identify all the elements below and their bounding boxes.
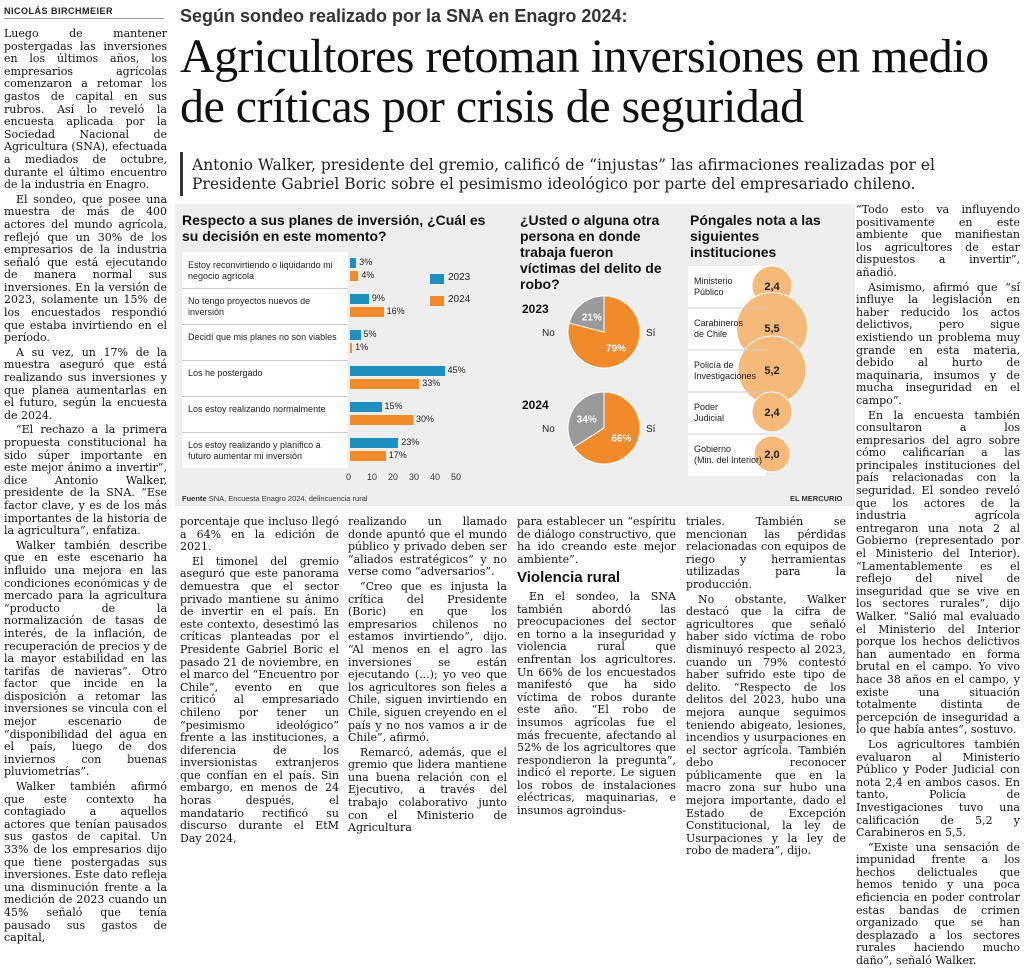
bar-value-label: 5% (363, 329, 377, 339)
bar-value-label: 1% (355, 342, 369, 352)
section-heading: Violencia rural (517, 569, 621, 587)
x-tick-label: 20 (388, 472, 399, 482)
column-3 (348, 515, 507, 835)
paragraph: Walker también describe que en este escenario ha influido una mejora en las condiciones económicas y de mercado para la agricultura “producto de la normalización de tasas de interés, de la inflación, de recuperación de precios y de la mayor estabilidad en las tarifas de navieras”. Otro factor que incide en la disposición a retomar las inversiones se vincula con el mejor escenario de “disponibilidad del agua en el país, luego de dos inviernos con buenas pluviometrías”. (4, 538, 167, 779)
paragraph: realizando un llamado donde apuntó que el mundo público y privado deben ser “aliados estratégicos” y no verse como “adversarios”. (348, 515, 507, 579)
institutions-title: Póngales nota a las siguientes instituciones (690, 212, 821, 260)
kicker: Según sondeo realizado por la SNA en Enagro 2024: (180, 6, 628, 26)
paragraph: A su vez, un 17% de la muestra aseguró que está realizando sus inversiones y que planea aumentarlas en el futuro, según la encuesta de 2024. (4, 345, 167, 422)
bar-2024-2 (350, 343, 352, 353)
brand: EL MERCURIO (790, 494, 843, 503)
pie-slice-label: 66% (611, 433, 632, 445)
bar-2023-2 (350, 330, 361, 340)
bar-category-label: Los he postergado (188, 368, 263, 378)
pie-slice-label: 34% (576, 414, 597, 426)
column-4 (517, 515, 676, 818)
grade-value: 5,2 (764, 365, 780, 377)
x-tick-label: 50 (451, 472, 462, 482)
bar-chart (182, 252, 512, 482)
paragraph: “El rechazo a la primera propuesta constitucional ha sido súper importante en este mejor ánimo a invertir”, dice Antonio Walker, presidente de la SNA. “Ese factor clave, y es de los más importantes de la historia de la agricultura”, enfatiza. (4, 423, 167, 538)
bar-value-label: 30% (416, 414, 435, 424)
bar-2024-3 (350, 379, 419, 389)
bar-2024-0 (350, 271, 358, 281)
row-divider (182, 324, 348, 325)
paragraph: El timonel del gremio aseguró que este panorama demuestra que el sector privado mantiene su ánimo de invertir en el país. En este contexto, desestimó las críticas planteadas por el Presidente Gabriel Boric el pasado 21 de noviembre, en el marco del “Encuentro por Chile”, evento en que criticó al empresariado chileno por tener un “pesimismo ideológico” frente a las instituciones, a diferencia de los inversionistas extranjeros que confían en el país. Sin embargo, en menos de 24 horas después, el mandatario rectificó su discurso durante el EtM Day 2024, (180, 554, 339, 845)
bar-value-label: 33% (422, 378, 441, 388)
paragraph: No obstante, Walker destacó que la cifra de agricultores que señaló haber sido víctima de robo disminuyó respecto al 2023, cuando un 79% contestó haber sufrido este tipo de delito. “Respecto de los delitos del 2023, hubo una mejora aunque seguimos teniendo abigeato, lesiones, incendios y usurpaciones en el sector agrícola. También debo reconocer públicamente que en la macro zona sur hubo una mejora importante, dado el Estado de Excepción Constitucional, la ley de Usurpaciones y la ley de robo de madera”, dijo. (686, 592, 846, 858)
bar-value-label: 3% (359, 257, 373, 267)
deck-bar (180, 152, 183, 196)
bar-value-label: 45% (447, 365, 466, 375)
bar-value-label: 16% (386, 306, 405, 316)
grade-value: 2,4 (764, 281, 780, 293)
pie-charts (520, 300, 680, 500)
paragraph: Walker también afirmó que este contexto ha contagiado a aquellos actores que tenían pausados sus gastos de capital. Un 33% de los empresarios dijo que tiene postergadas sus inversiones. Este dato refleja una disminución frente a la medición de 2023 cuando un 45% señaló que tenía pausado sus gastos de capital, (4, 780, 167, 945)
paragraph: En el sondeo, la SNA también abordó las preocupaciones del sector en torno a la inseguridad y violencia rural que enfrentan los agricultores. Un 66% de los encuestados manifestó que ha sido víctima de robos durante este año. “El robo de insumos agrícolas fue el más frecuente, afectando al 52% de los agricultores que respondieron la pregunta”, indicó el reporte. Le siguen los robos de instalaciones eléctricas, maquinarias, e insumos agroindus- (517, 589, 676, 818)
bar-2024-4 (350, 415, 413, 425)
institution-label: Público (694, 287, 724, 297)
grade-value: 2,4 (764, 407, 780, 419)
bar-2023-0 (350, 258, 356, 268)
institution-label: Carabineros (694, 318, 744, 328)
paragraph: para establecer un “espíritu de diálogo constructivo, que ha ido creando este mejor ambiente”. (517, 515, 676, 566)
paragraph: En la encuesta también consultaron a los empresarios del agro sobre cómo calificarían a las principales instituciones del país relacionadas con la seguridad. El sondeo reveló que los actores de la industria agrícola entregaron una nota 2 al Gobierno (representado por el Ministerio del Interior). “Lamentablemente es el reflejo del nivel de inseguridad que se vive en los sectores rurales”, dijo Walker. “Salió mal evaluado el Ministerio del Interior porque los hechos delictivos han aumentado en forma brutal en el campo. Yo vivo hace 38 años en el campo, y existe una situación totalmente distinta de percepción de inseguridad a lo que había antes”, sostuvo. (856, 408, 1020, 737)
bar-value-label: 15% (384, 401, 403, 411)
row-divider (182, 432, 348, 433)
institution-label: (Min. del Interior) (694, 455, 763, 465)
column-6 (856, 203, 1020, 968)
paragraph: porcentaje que incluso llegó a 64% en la edición de 2021. (180, 515, 339, 554)
bar-chart-title: Respecto a sus planes de inversión, ¿Cuál es su decisión en este momento? (182, 212, 486, 244)
pie-slice-label: 79% (606, 343, 627, 355)
grade-value: 5,5 (764, 323, 780, 335)
column-5 (686, 515, 846, 858)
bar-2024-1 (350, 307, 384, 317)
paragraph: Los agricultores también evaluaron al Ministerio Público y Poder Judicial con nota 2,4 en ambos casos. En tanto, Policía de Investigaciones tuvo una calificación de 5,2 y Carabineros en 5,5. (856, 737, 1020, 840)
x-tick-label: 40 (430, 472, 441, 482)
institution-label: Judicial (694, 413, 725, 423)
pie-no-label: No (542, 424, 555, 435)
byline: NICOLÁS BIRCHMEIER (4, 6, 164, 19)
bar-2023-1 (350, 294, 369, 304)
paragraph: El sondeo, que posee una muestra de más de 400 actores del mundo agrícola, reflejó que un 30% de los empresarios de la industria señaló que está ejecutando de manera normal sus inversiones. En la versión de 2023, solamente un 15% de los encuestados respondió que estaba invirtiendo en el período. (4, 192, 167, 345)
bar-category-label: Estoy reconvirtiendo o liquidando mi negocio agrícola (188, 260, 333, 281)
pie-slice-label: 21% (581, 312, 602, 324)
paragraph: Asimismo, afirmó que “sí influye la legislación en haber reducido los actos delictivos, pero sigue existiendo un problema muy grande en esta materia, debido al hurto de maquinaria, insumos y de mucha inseguridad en el campo”. (856, 280, 1020, 407)
bar-2023-5 (350, 438, 398, 448)
bar-value-label: 17% (388, 450, 407, 460)
paragraph: Luego de mantener postergadas las inversiones en los últimos años, los empresarios agrícolas comenzaron a retomar los gastos de capital en sus rubros. Así lo reveló la encuesta aplicada por la Sociedad Nacional de Agricultura (SNA), efectuada a mediados de octubre, durante el último encuentro de la industria en Enagro. (4, 27, 167, 192)
grade-value: 2,0 (764, 449, 780, 461)
source-label: Fuente (182, 494, 207, 503)
paragraph: “Creo que es injusta la crítica del Presidente (Boric) en que los empresarios chilenos no estamos invirtiendo”, dijo. “Al menos en el agro las inversiones se están ejecutando (...); yo veo que los agricultores son fieles a Chile, siguen invirtiendo en Chile, siguen creyendo en el país y no nos vamos a ir de Chile”, afirmó. (348, 579, 507, 745)
column-1 (4, 27, 167, 945)
pie-si-label: Sí (646, 328, 656, 339)
bar-2024-5 (350, 451, 386, 461)
source-line (182, 494, 368, 503)
pie-2023-year: 2023 (522, 302, 549, 316)
column-2 (180, 515, 339, 845)
bar-value-label: 9% (371, 293, 385, 303)
x-tick-label: 10 (367, 472, 378, 482)
bar-2023-4 (350, 402, 382, 412)
institution-label: Investigaciones (694, 371, 757, 381)
row-divider (182, 360, 348, 361)
institution-label: de Chile (694, 329, 728, 339)
institution-label: Ministerio (694, 276, 733, 286)
bar-2023-3 (350, 366, 445, 376)
paragraph: “Existe una sensación de impunidad frente a los hechos delictuales que hemos tenido y una poca eficiencia en poder controlar estas bandas de crimen organizado que se han desplazado a los sectores rurales haciendo mucho daño”, señaló Walker. (856, 840, 1020, 968)
paragraph: “Todo esto va influyendo positivamente en este ambiente que manifiestan los agricultores de estar dispuestos a invertir”, añadió. (856, 203, 1020, 279)
paragraph: Remarcó, además, que el gremio que lidera mantiene una buena relación con el Ejecutivo, a través del trabajo colaborativo junto con el Ministerio de Agricultura (348, 745, 507, 835)
pie-no-label: No (542, 328, 555, 339)
row-divider (182, 288, 348, 289)
institution-label: Policía de (694, 360, 734, 370)
legend-label: 2023 (448, 272, 471, 283)
institution-label: Poder (694, 402, 719, 412)
legend-swatch-2024 (430, 296, 444, 306)
bar-category-label: Los estoy realizando y planifico a futuro aumentar mi inversión (188, 440, 321, 461)
deck: Antonio Walker, presidente del gremio, calificó de “injustas” las afirmaciones realizadas por el Presidente Gabriel Boric sobre el pesimismo ideológico por parte del empresariado chileno. (192, 156, 935, 193)
legend-swatch-2023 (430, 274, 444, 284)
source-text: SNA, Encuesta Enagro 2024, delincuencia rural (208, 494, 368, 503)
legend-label: 2024 (448, 294, 471, 305)
x-tick-label: 0 (346, 472, 352, 482)
pie-2024-year: 2024 (522, 398, 549, 412)
bar-category-label: No tengo proyectos nuevos de inversión (188, 296, 311, 317)
paragraph: triales. También se mencionan las pérdidas relacionadas con equipos de riego y herramientas utilizadas para la producción. (686, 515, 846, 591)
institution-label: Gobierno (694, 444, 732, 454)
bar-category-label: Los estoy realizando normalmente (188, 404, 326, 414)
institution-grades (688, 266, 853, 490)
pie-si-label: Sí (646, 424, 656, 435)
bar-value-label: 4% (361, 270, 375, 280)
pie-chart-title: ¿Usted o alguna otra persona en donde trabaja fueron víctimas del delito de robo? (520, 212, 662, 292)
x-tick-label: 30 (409, 472, 420, 482)
row-divider (182, 396, 348, 397)
bar-category-label: Decidí que mis planes no son viables (188, 332, 337, 342)
headline: Agricultores retoman inversiones en medio de críticas por crisis de seguridad (180, 30, 989, 133)
bar-value-label: 23% (401, 437, 420, 447)
